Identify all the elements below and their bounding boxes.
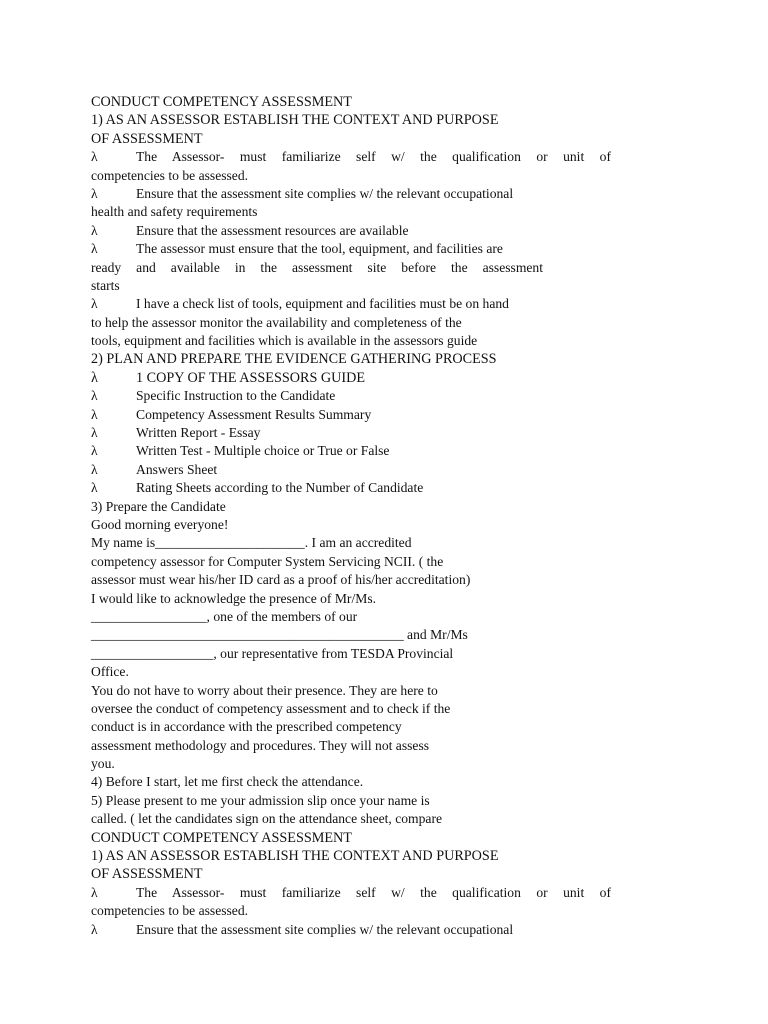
text-line [91, 406, 611, 424]
line-text: I would like to acknowledge the presence of Mr/Ms. [91, 590, 377, 606]
text-line [91, 847, 611, 865]
bullet-icon: λ [91, 185, 98, 201]
line-text: you. [91, 756, 115, 772]
text-line [91, 167, 611, 185]
text-line [91, 608, 611, 626]
text-line [91, 571, 611, 589]
text-line [91, 222, 611, 240]
text-line [91, 737, 611, 755]
line-text: Rating Sheets according to the Number of Candidate [136, 480, 424, 496]
line-text: OF ASSESSMENT [91, 866, 203, 883]
line-text: tools, equipment and facilities which is available in the assessors guide [91, 333, 478, 349]
bullet-icon: λ [91, 461, 98, 477]
text-line [91, 259, 543, 277]
text-line [91, 498, 611, 516]
line-text: 1) AS AN ASSESSOR ESTABLISH THE CONTEXT AND PURPOSE [91, 112, 499, 129]
line-text: _________________, one of the members of our [91, 608, 358, 624]
text-line [91, 645, 611, 663]
line-text: 1) AS AN ASSESSOR ESTABLISH THE CONTEXT AND PURPOSE [91, 848, 499, 865]
line-text: called. ( let the candidates sign on the attendance sheet, compare [91, 811, 443, 827]
text-line [91, 314, 611, 332]
text-line [91, 865, 611, 883]
text-line [91, 884, 611, 902]
text-line [91, 479, 611, 497]
text-line [91, 773, 611, 791]
text-line [91, 332, 611, 350]
bullet-icon: λ [91, 296, 98, 312]
line-text: 2) PLAN AND PREPARE THE EVIDENCE GATHERING PROCESS [91, 351, 497, 368]
line-text: Ensure that the assessment site complies w/ the relevant occupational [136, 185, 514, 201]
line-text: My name is______________________. I am an accredited [91, 535, 412, 551]
text-line [91, 902, 611, 920]
line-text: Competency Assessment Results Summary [136, 406, 372, 422]
line-text: ready and available in the assessment site before the assessment [91, 259, 543, 275]
bullet-icon: λ [91, 406, 98, 422]
text-line [91, 130, 611, 148]
line-text: starts [91, 277, 120, 293]
text-line [91, 516, 611, 534]
line-text: competencies to be assessed. [91, 903, 249, 919]
text-line [91, 203, 611, 221]
line-text: Written Test - Multiple choice or True or False [136, 443, 390, 459]
text-line [91, 718, 611, 736]
line-text: 1 COPY OF THE ASSESSORS GUIDE [136, 369, 366, 386]
bullet-icon: λ [91, 921, 98, 937]
text-line [91, 461, 611, 479]
text-line [91, 810, 611, 828]
line-text: assessment methodology and procedures. They will not assess [91, 737, 430, 753]
text-line [91, 553, 611, 571]
line-text: ______________________________________________ and Mr/Ms [91, 627, 468, 643]
line-text: Specific Instruction to the Candidate [136, 388, 336, 404]
text-line [91, 829, 611, 847]
line-text: Good morning everyone! [91, 516, 229, 532]
bullet-icon: λ [91, 425, 98, 441]
line-text: Answers Sheet [136, 461, 218, 477]
bullet-icon: λ [91, 443, 98, 459]
line-text: I have a check list of tools, equipment and facilities must be on hand [136, 296, 509, 312]
line-text: The Assessor- must familiarize self w/ the qualification or unit of [136, 149, 611, 165]
text-line [91, 682, 611, 700]
text-line [91, 387, 611, 405]
text-line [91, 185, 611, 203]
bullet-icon: λ [91, 388, 98, 404]
line-text: __________________, our representative from TESDA Provincial [91, 645, 454, 661]
line-text: You do not have to worry about their presence. They are here to [91, 682, 438, 698]
line-text: Ensure that the assessment resources are available [136, 222, 409, 238]
line-text: assessor must wear his/her ID card as a proof of his/her accreditation) [91, 572, 471, 588]
line-text: competencies to be assessed. [91, 167, 249, 183]
line-text: Written Report - Essay [136, 425, 261, 441]
text-line [91, 792, 611, 810]
line-text: Ensure that the assessment site complies w/ the relevant occupational [136, 921, 514, 937]
bullet-icon: λ [91, 884, 98, 900]
text-line [91, 590, 611, 608]
text-line [91, 369, 611, 387]
text-line [91, 93, 611, 111]
text-line [91, 295, 611, 313]
line-text: 5) Please present to me your admission slip once your name is [91, 792, 430, 808]
bullet-icon: λ [91, 480, 98, 496]
bullet-icon: λ [91, 241, 98, 257]
document-page [91, 93, 611, 939]
line-text: The Assessor- must familiarize self w/ the qualification or unit of [136, 884, 611, 900]
bullet-icon: λ [91, 369, 98, 386]
text-line [91, 148, 611, 166]
text-line [91, 277, 611, 295]
text-line [91, 111, 611, 129]
text-line [91, 424, 611, 442]
line-text: The assessor must ensure that the tool, equipment, and facilities are [136, 241, 503, 257]
line-text: competency assessor for Computer System Servicing NCII. ( the [91, 553, 444, 569]
line-text: OF ASSESSMENT [91, 130, 203, 147]
text-line [91, 626, 611, 644]
line-text: CONDUCT COMPETENCY ASSESSMENT [91, 94, 352, 110]
line-text: health and safety requirements [91, 204, 258, 220]
bullet-icon: λ [91, 149, 98, 165]
text-line [91, 663, 611, 681]
line-text: oversee the conduct of competency assessment and to check if the [91, 700, 451, 716]
bullet-icon: λ [91, 222, 98, 238]
line-text: conduct is in accordance with the prescribed competency [91, 719, 402, 735]
text-line [91, 700, 611, 718]
text-line [91, 240, 611, 258]
text-line [91, 534, 611, 552]
line-text: CONDUCT COMPETENCY ASSESSMENT [91, 829, 352, 846]
line-text: Office. [91, 664, 129, 680]
text-line [91, 921, 611, 939]
text-line [91, 755, 611, 773]
text-line [91, 350, 611, 368]
line-text: 4) Before I start, let me first check the attendance. [91, 774, 364, 790]
line-text: to help the assessor monitor the availability and completeness of the [91, 314, 462, 330]
line-text: 3) Prepare the Candidate [91, 498, 226, 514]
text-line [91, 442, 611, 460]
